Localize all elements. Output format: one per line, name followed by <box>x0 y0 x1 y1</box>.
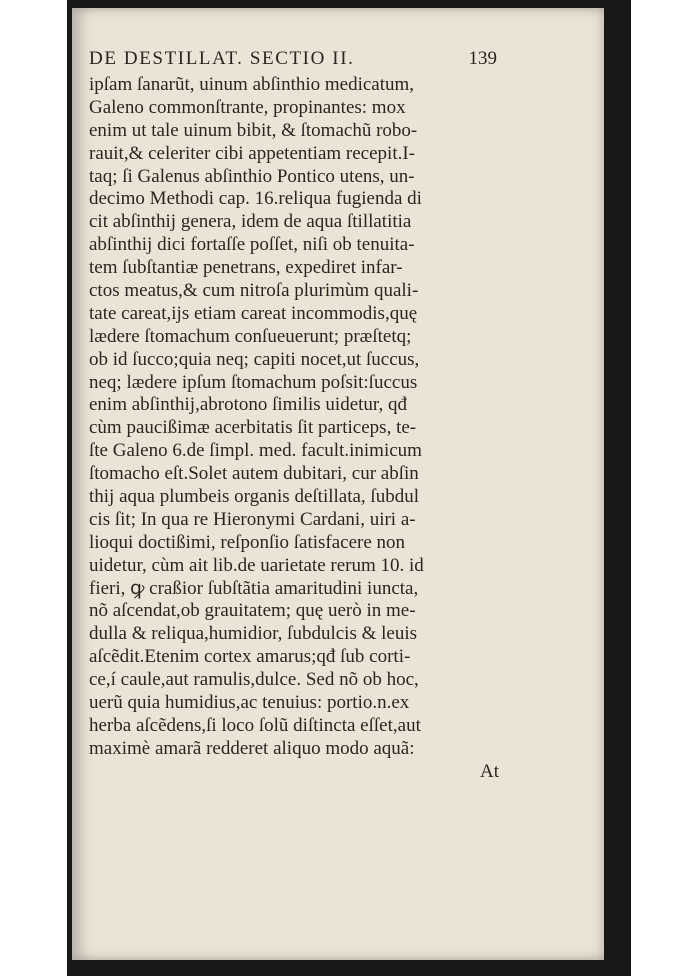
text-line: abſinthij dici fortaſſe poſſet, niſi ob tenuita- <box>89 234 415 256</box>
text-line: enim ut tale uinum bibit, & ſtomachũ robo- <box>89 119 418 141</box>
text-line: ctos meatus,& cum nitroſa plurimùm quali- <box>89 280 419 302</box>
catchword: At <box>480 760 499 782</box>
text-line: cùm paucißimæ acerbitatis ſit particeps, te- <box>89 417 417 439</box>
text-line: lædere ſtomachum conſueuerunt; præſtetq; <box>89 325 412 347</box>
text-line: taq; ſi Galenus abſinthio Pontico utens, un- <box>89 165 415 187</box>
text-line: maximè amarã redderet aliquo modo aquã: <box>89 737 415 759</box>
text-line: tem ſubſtantiæ penetrans, expediret infar- <box>89 257 403 279</box>
text-line: ce,í caule,aut ramulis,dulce. Sed nõ ob hoc, <box>89 669 419 691</box>
text-line: neq; lædere ipſum ſtomachum poſsit:ſuccus <box>89 371 418 393</box>
text-line: decimo Methodi cap. 16.reliqua fugienda di <box>89 188 422 210</box>
text-line: fieri, ꝙ craßior ſubſtãtia amaritudini iuncta, <box>89 577 419 599</box>
text-line: herba aſcẽdens,ſi loco ſolũ diſtincta eſſet,aut <box>89 714 421 736</box>
text-line: dulla & reliqua,humidior, ſubdulcis & leuis <box>89 623 418 645</box>
text-line: ſtomacho eſt.Solet autem dubitari, cur abſin <box>89 463 419 485</box>
text-line: uerũ quia humidius,ac tenuius: portio.n.ex <box>89 692 410 714</box>
text-line: uidetur, cùm ait lib.de uarietate rerum 10. id <box>89 554 424 576</box>
text-line: ſte Galeno 6.de ſimpl. med. facult.inimicum <box>89 440 422 462</box>
text-line: enim abſinthij,abrotono ſimilis uidetur, qđ <box>89 394 407 416</box>
text-line: nõ aſcendat,ob grauitatem; quę uerò in me- <box>89 600 416 622</box>
running-head-title: DE DESTILLAT. SECTIO II. <box>89 48 355 69</box>
text-line: tate careat,ijs etiam careat incommodis,quę <box>89 302 418 324</box>
text-line: thij aqua plumbeis organis deſtillata, ſubdul <box>89 486 419 508</box>
page-number: 139 <box>468 48 497 69</box>
text-line: Galeno commonſtrante, propinantes: mox <box>89 96 406 118</box>
text-line: cis ſit; In qua re Hieronymi Cardani, uiri a- <box>89 508 416 530</box>
body-text <box>89 74 509 784</box>
text-line: ob id ſucco;quia neq; capiti nocet,ut ſuccus, <box>89 348 420 370</box>
text-line: lioqui doctißimi, reſponſio ſatisfacere non <box>89 531 406 553</box>
text-line: ipſam ſanarũt, uinum abſinthio medicatum, <box>89 74 415 95</box>
running-head <box>89 48 499 74</box>
text-line: aſcẽdit.Etenim cortex amarus;qđ ſub corti- <box>89 646 411 668</box>
text-line: rauit,& celeriter cibi appetentiam recepit.I- <box>89 142 415 164</box>
text-line: cit abſinthij genera, idem de aqua ſtillatitia <box>89 211 412 233</box>
